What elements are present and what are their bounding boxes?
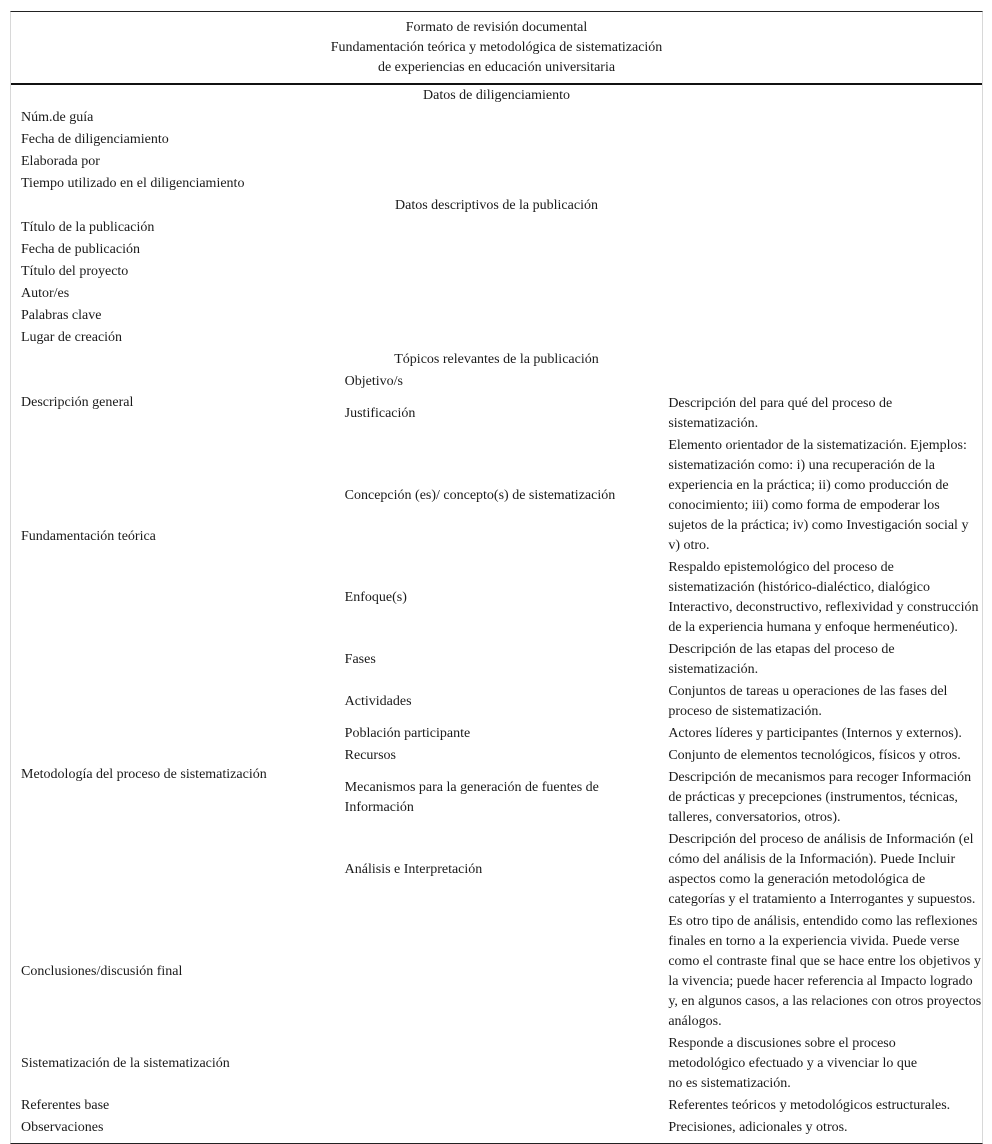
section-heading: Datos descriptivos de la publicación (395, 198, 598, 213)
section-heading: Tópicos relevantes de la publicación (394, 352, 599, 367)
topic-description: Descripción del proceso de análisis de Información (el cómo del análisis de la Información). Puede Incluir aspectos como la generación metodológica de categorías y el tratamiento a Interrogantes y supuestos. (668, 832, 976, 907)
form-table (11, 85, 982, 1143)
topic-description: Respaldo epistemológico del proceso de sistematización (histórico-dialéctico, dialógico Interactivo, deconstructivo, reflexividad y construcción de la experiencia humana y enfoque hermenéutico). (668, 560, 979, 635)
table-row (11, 371, 982, 393)
topic-label: Concepción (es)/ concepto(s) de sistematización (344, 488, 616, 503)
group-label: Descripción general (21, 395, 134, 410)
field-label: Lugar de creación (21, 330, 123, 345)
topic-label: Recursos (344, 748, 396, 763)
topic-label: Conclusiones/discusión final (21, 964, 183, 979)
field-label: Palabras clave (21, 308, 102, 323)
table-row (11, 639, 982, 681)
topic-description: Precisiones, adicionales y otros. (668, 1120, 848, 1135)
topic-label: Justificación (344, 406, 416, 421)
field-label: Título del proyecto (21, 264, 129, 279)
table-row (11, 1095, 982, 1117)
topic-description: Descripción del para qué del proceso de sistematización. (668, 396, 893, 431)
field-label: Título de la publicación (21, 220, 155, 235)
topic-label: Observaciones (21, 1120, 104, 1135)
topic-description: Conjunto de elementos tecnológicos, físicos y otros. (668, 748, 961, 763)
topic-label: Referentes base (21, 1098, 110, 1113)
table-row (11, 1033, 982, 1095)
field-label: Tiempo utilizado en el diligenciamiento (21, 176, 245, 191)
field-label: Fecha de publicación (21, 242, 140, 257)
topic-description: Actores líderes y participantes (Internos y externos). (668, 726, 962, 741)
topic-description: Elemento orientador de la sistematización. Ejemplos: sistematización como: i) una recuperación de la experiencia en la práctica; ii) como producción de conocimiento; iii) como forma de empoderar los sujetos de la práctica; iv) como Investigación social y v) otro. (668, 438, 969, 553)
field-label: Autor/es (21, 286, 70, 301)
field-label: Núm.de guía (21, 110, 94, 125)
topic-description: Descripción de mecanismos para recoger Información de prácticas y precepciones (instrumentos, técnicas, talleres, conversatorios, otros). (668, 770, 972, 825)
topic-description: Descripción de las etapas del proceso de sistematización. (668, 642, 895, 677)
topic-description: Referentes teóricos y metodológicos estructurales. (668, 1098, 951, 1113)
topic-description: Es otro tipo de análisis, entendido como las reflexiones finales en torno a la experiencia vivida. Puede verse como el contraste final que se hace entre los objetivos y la vivencia; puede hacer referencia al Impacto logrado y, en algunos casos, a las relaciones con otros proyectos análogos. (668, 914, 982, 1029)
table-title (11, 12, 982, 85)
title-line: Fundamentación teórica y metodológica de sistematización (330, 40, 663, 55)
topic-label: Fases (344, 652, 376, 667)
title-line: Formato de revisión documental (405, 20, 588, 35)
topic-label: Actividades (344, 694, 412, 709)
topic-label: Análisis e Interpretación (344, 862, 483, 877)
field-label: Elaborada por (21, 154, 100, 169)
topic-label: Objetivo/s (344, 374, 403, 389)
title-line: de experiencias en educación universitaria (377, 60, 616, 75)
topic-description: Responde a discusiones sobre el proceso metodológico efectuado y a vivenciar lo que no es sistematización. (668, 1036, 918, 1091)
topic-description: Conjuntos de tareas u operaciones de las fases del proceso de sistematización. (668, 684, 948, 719)
field-label: Fecha de diligenciamiento (21, 132, 169, 147)
topic-description (658, 371, 982, 393)
table-row (11, 1117, 982, 1139)
section-heading: Datos de diligenciamiento (423, 88, 570, 103)
group-label: Metodología del proceso de sistematización (21, 767, 267, 782)
topic-label: Población participante (344, 726, 471, 741)
topic-label: Mecanismos para la generación de fuentes de Información (344, 780, 599, 815)
group-label: Fundamentación teórica (21, 529, 156, 544)
topic-label: Sistematización de la sistematización (21, 1056, 230, 1071)
topic-label: Enfoque(s) (344, 590, 407, 605)
table-row (11, 911, 982, 1033)
table-row (11, 435, 982, 557)
review-format-table (10, 11, 983, 1144)
